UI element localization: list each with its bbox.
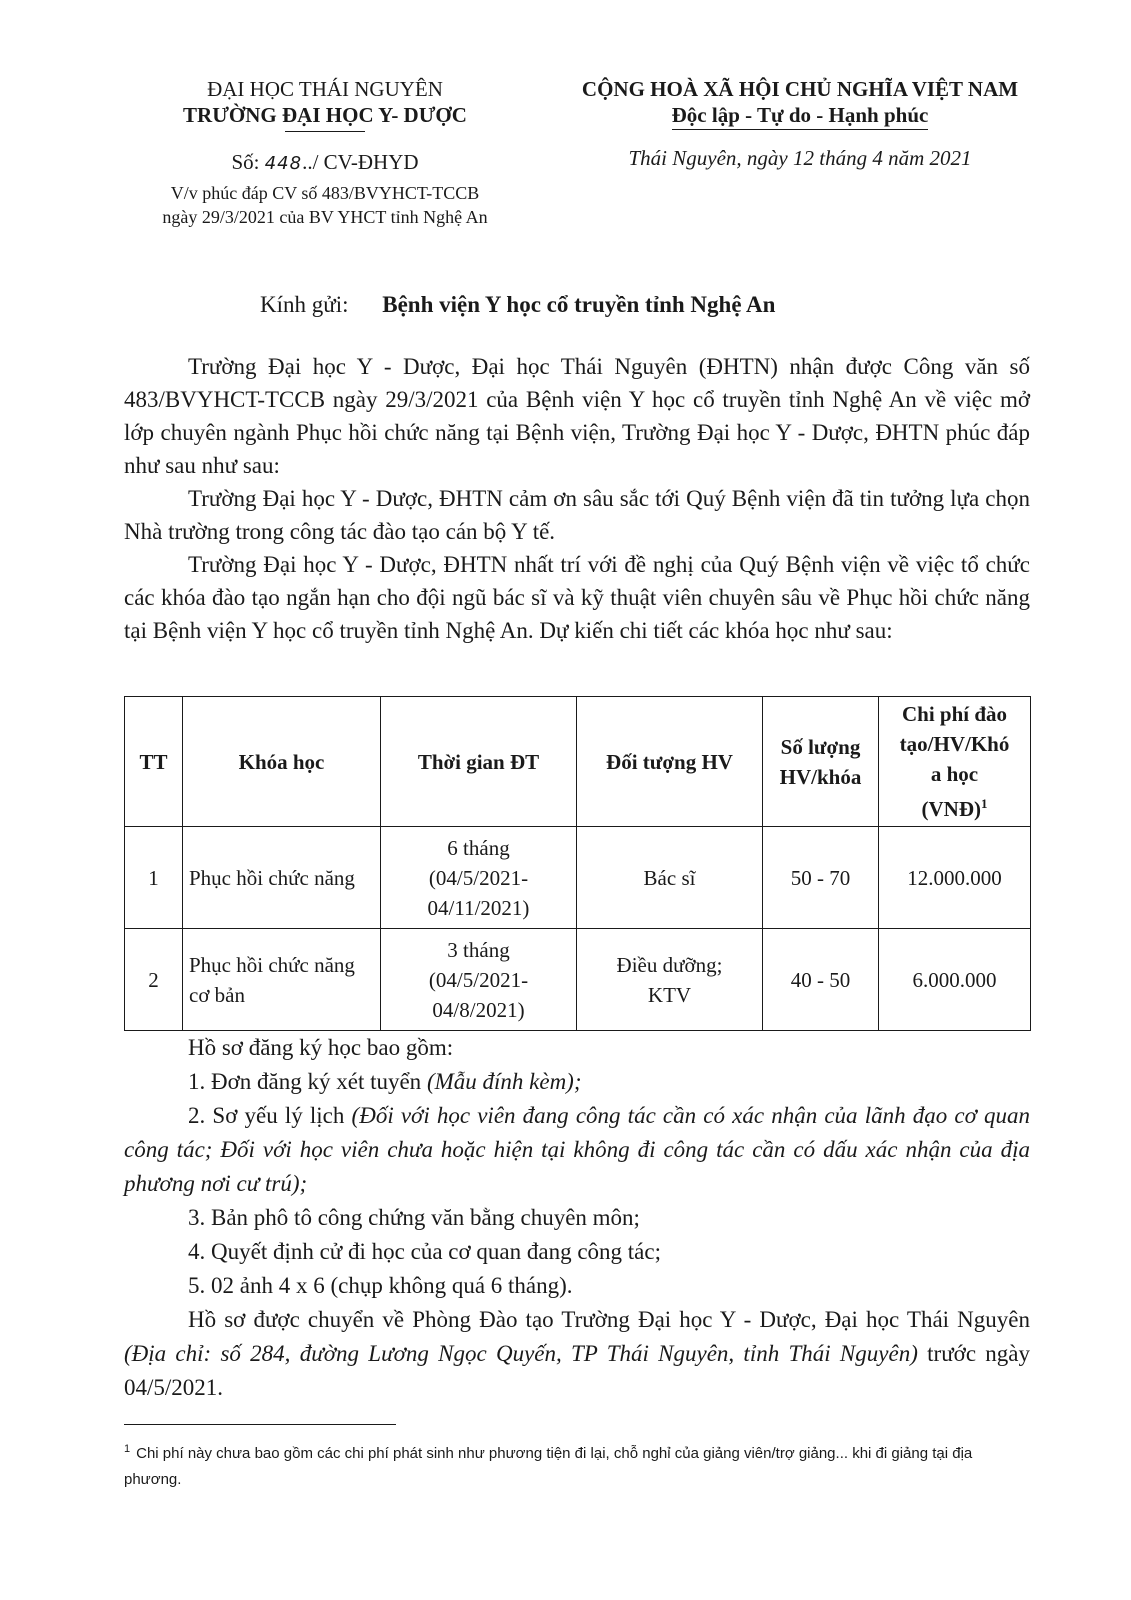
table-row <box>125 929 1031 1031</box>
recipient-name: Bệnh viện Y học cổ truyền tỉnh Nghệ An <box>382 292 776 317</box>
column-header-cost <box>879 697 1031 827</box>
cell-count: 50 - 70 <box>763 827 879 929</box>
cell-line: 04/8/2021) <box>432 997 525 1022</box>
submission-address: (Địa chỉ: số 284, đường Lương Ngọc Quyến, TP Thái Nguyên, tỉnh Thái Nguyên) <box>124 1341 918 1366</box>
document-subject <box>140 181 510 229</box>
cell-line: Phục hồi chức năng <box>189 865 355 890</box>
column-header-target: Đối tượng HV <box>577 697 763 827</box>
subject-line: V/v phúc đáp CV số 483/BVYHCT-TCCB <box>170 183 480 203</box>
cell-duration <box>381 929 577 1031</box>
document-number <box>140 150 510 175</box>
cell-tt: 1 <box>125 827 183 929</box>
list-item <box>124 1065 1030 1099</box>
footnote-mark: 1 <box>124 1443 131 1455</box>
footnote-separator <box>124 1424 396 1425</box>
cell-line: 3 tháng <box>447 937 510 962</box>
cell-course <box>183 929 381 1031</box>
cell-duration <box>381 827 577 929</box>
nation-title: CỘNG HOÀ XÃ HỘI CHỦ NGHĨA VIỆT NAM <box>581 77 1019 101</box>
item-text: 2. Sơ yếu lý lịch <box>188 1103 345 1128</box>
organization-name: TRƯỜNG ĐẠI HỌC Y- DƯỢC <box>183 103 467 127</box>
cell-line: (04/5/2021- <box>428 967 529 992</box>
footnote-reference: 1 <box>980 796 988 811</box>
body-paragraph: Trường Đại học Y - Dược, ĐHTN nhất trí với đề nghị của Quý Bệnh viện về việc tổ chức các khóa đào tạo ngắn hạn cho đội ngũ bác sĩ và kỹ thuật viên chuyên sâu về Phục hồi chức năng tại Bệnh viện Y học cổ truyền tỉnh Nghệ An. Dự kiến chi tiết các khóa học như sau: <box>124 552 1030 643</box>
cell-line: Bác sĩ <box>643 865 696 890</box>
header-line: Số lượng <box>780 734 861 759</box>
national-motto: Độc lập - Tự do - Hạnh phúc <box>672 102 929 130</box>
submission-deadline: trước ngày 04/5/2021. <box>124 1341 1031 1400</box>
place-date: Thái Nguyên, ngày 12 tháng 4 năm 2021 <box>628 146 972 170</box>
document-number-prefix: Số: <box>231 150 260 174</box>
cell-line: 04/11/2021) <box>427 895 530 920</box>
parent-organization: ĐẠI HỌC THÁI NGUYÊN <box>207 77 443 101</box>
recipient-label: Kính gửi: <box>260 292 349 317</box>
header-line: HV/khóa <box>779 764 862 789</box>
requirements-intro: Hồ sơ đăng ký học bao gồm: <box>188 1035 454 1060</box>
item-note: (Đối với học viên đang công tác cần có xác nhận của lãnh đạo cơ quan công tác; Đối với học viên chưa hoặc hiện tại không đi công tác cần có dấu xác nhận của địa phương nơi cư trú); <box>124 1103 1031 1196</box>
body-paragraph: Trường Đại học Y - Dược, ĐHTN cảm ơn sâu sắc tới Quý Bệnh viện đã tin tưởng lựa chọn Nhà trường trong công tác đào tạo cán bộ Y tế. <box>124 486 1030 544</box>
cell-cost: 6.000.000 <box>879 929 1031 1031</box>
course-table <box>124 696 1031 1031</box>
cell-course <box>183 827 381 929</box>
cell-line: (04/5/2021- <box>428 865 529 890</box>
column-header-course: Khóa học <box>183 697 381 827</box>
cell-line: Phục hồi chức năng <box>189 952 355 977</box>
column-header-tt: TT <box>125 697 183 827</box>
list-item <box>124 1099 1030 1201</box>
subject-line: ngày 29/3/2021 của BV YHCT tỉnh Nghệ An <box>162 207 488 227</box>
footnote <box>124 1436 1030 1493</box>
document-number-suffix: ../ CV-ĐHYD <box>302 150 419 174</box>
cell-target <box>577 929 763 1031</box>
letter-body <box>124 350 1030 647</box>
list-item: 5. 02 ảnh 4 x 6 (chụp không quá 6 tháng). <box>188 1273 573 1298</box>
requirements-section <box>124 1031 1030 1405</box>
body-paragraph: Trường Đại học Y - Dược, Đại học Thái Nguyên (ĐHTN) nhận được Công văn số 483/BVYHCT-TCCB ngày 29/3/2021 của Bệnh viện Y học cổ truyền tỉnh Nghệ An về việc mở lớp chuyên ngành Phục hồi chức năng tại Bệnh viện, Trường Đại học Y - Dược, ĐHTN phúc đáp như sau như sau: <box>124 354 1030 478</box>
cost-unit: (VNĐ) <box>921 797 981 821</box>
table-header-row <box>125 697 1031 827</box>
table-row <box>125 827 1031 929</box>
list-item: 4. Quyết định cử đi học của cơ quan đang công tác; <box>188 1239 661 1264</box>
header-line <box>885 789 1024 824</box>
cell-line: cơ bản <box>189 982 245 1007</box>
recipient-line <box>260 292 775 318</box>
header-line: tạo/HV/Khó <box>899 732 1010 756</box>
cell-cost: 12.000.000 <box>879 827 1031 929</box>
issuer-block <box>140 76 510 229</box>
national-heading <box>560 76 1040 171</box>
list-item: 3. Bản phô tô công chứng văn bằng chuyên môn; <box>188 1205 640 1230</box>
cell-target <box>577 827 763 929</box>
document-number-handwritten: 448 <box>264 153 303 174</box>
cell-line: KTV <box>647 982 692 1007</box>
cell-count: 40 - 50 <box>763 929 879 1031</box>
header-line: Chi phí đào <box>901 702 1008 726</box>
header-line: a học <box>930 762 979 786</box>
cell-tt: 2 <box>125 929 183 1031</box>
item-note: (Mẫu đính kèm); <box>426 1069 582 1094</box>
column-header-count <box>763 697 879 827</box>
cell-line: 6 tháng <box>447 835 510 860</box>
organization-underline <box>285 131 365 132</box>
column-header-duration: Thời gian ĐT <box>381 697 577 827</box>
submission-paragraph <box>124 1303 1030 1405</box>
item-text: 1. Đơn đăng ký xét tuyển <box>188 1069 422 1094</box>
cell-line: Điều dưỡng; <box>616 952 723 977</box>
footnote-text: Chi phí này chưa bao gồm các chi phí phát sinh như phương tiện đi lại, chỗ nghỉ của giảng viên/trợ giảng... khi đi giảng tại địa phương. <box>124 1445 973 1488</box>
submission-text: Hồ sơ được chuyển về Phòng Đào tạo Trường Đại học Y - Dược, Đại học Thái Nguyên <box>188 1307 1030 1332</box>
